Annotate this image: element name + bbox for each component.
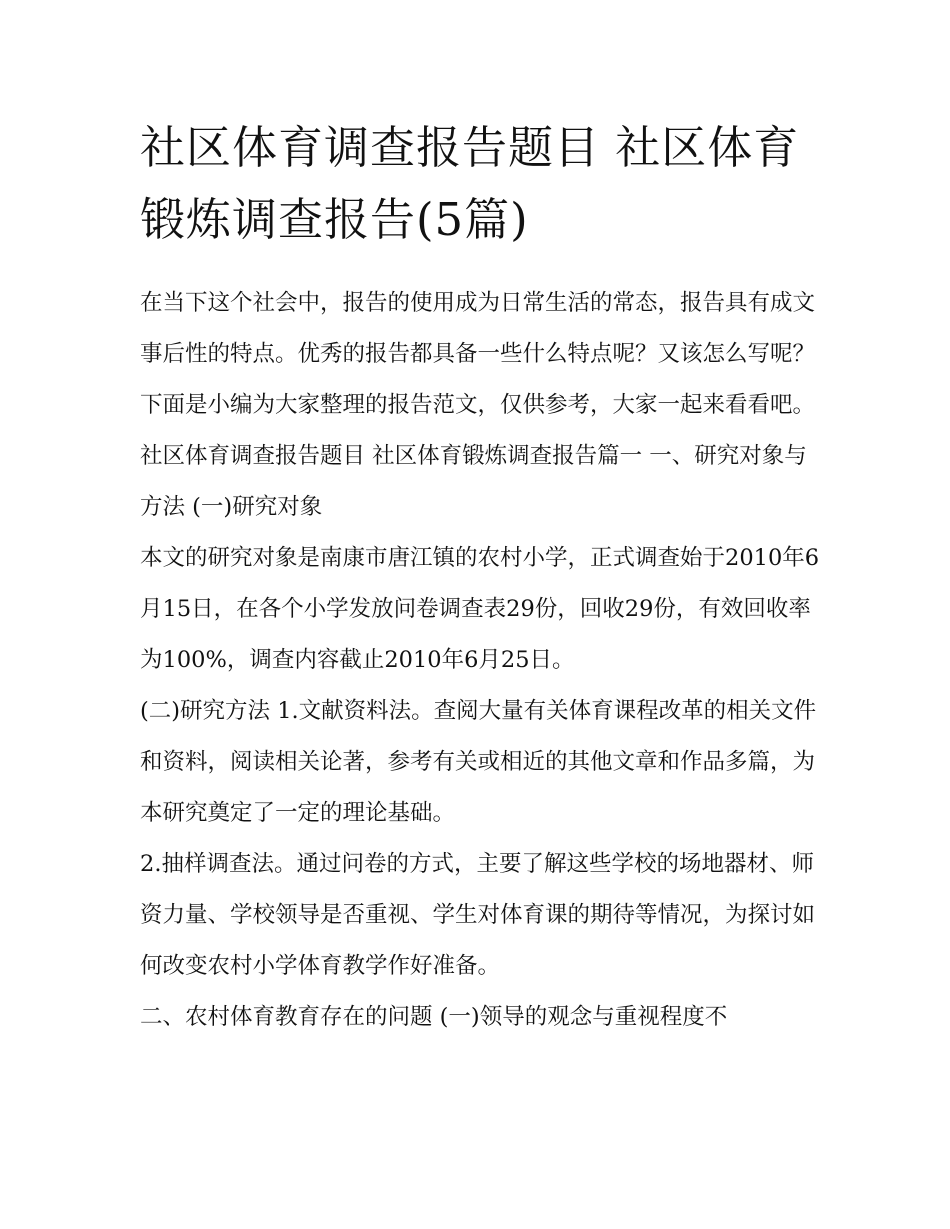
document-title: 社区体育调查报告题目 社区体育锻炼调查报告(5篇) [140,121,800,246]
paragraph: (二)研究方法 1.文献资料法。查阅大量有关体育课程改革的相关文件和资料，阅读相关论著，参考有关或相近的其他文章和作品多篇，为本研究奠定了一定的理论基础。 [140,698,817,826]
paragraph: 2.抽样调查法。通过问卷的方式，主要了解这些学校的场地器材、师资力量、学校领导是否重视、学生对体育课的期待等情况，为探讨如何改变农村小学体育教学作好准备。 [140,851,816,979]
paragraph: 本文的研究对象是南康市唐江镇的农村小学，正式调查始于2010年6月15日，在各个小学发放问卷调查表29份，回收29份，有效回收率为100%，调查内容截止2010年6月25日。 [140,545,820,673]
paragraph: 社区体育调查报告题目 社区体育锻炼调查报告篇一 一、研究对象与方法 (一)研究对象 [140,443,807,520]
paragraph: 在当下这个社会中，报告的使用成为日常生活的常态，报告具有成文事后性的特点。优秀的报告都具备一些什么特点呢？又该怎么写呢？下面是小编为大家整理的报告范文，仅供参考，大家一起来看看吧。 [140,290,816,418]
document-body [140,278,820,1043]
paragraph: 二、农村体育教育存在的问题 (一)领导的观念与重视程度不 [140,1004,728,1030]
